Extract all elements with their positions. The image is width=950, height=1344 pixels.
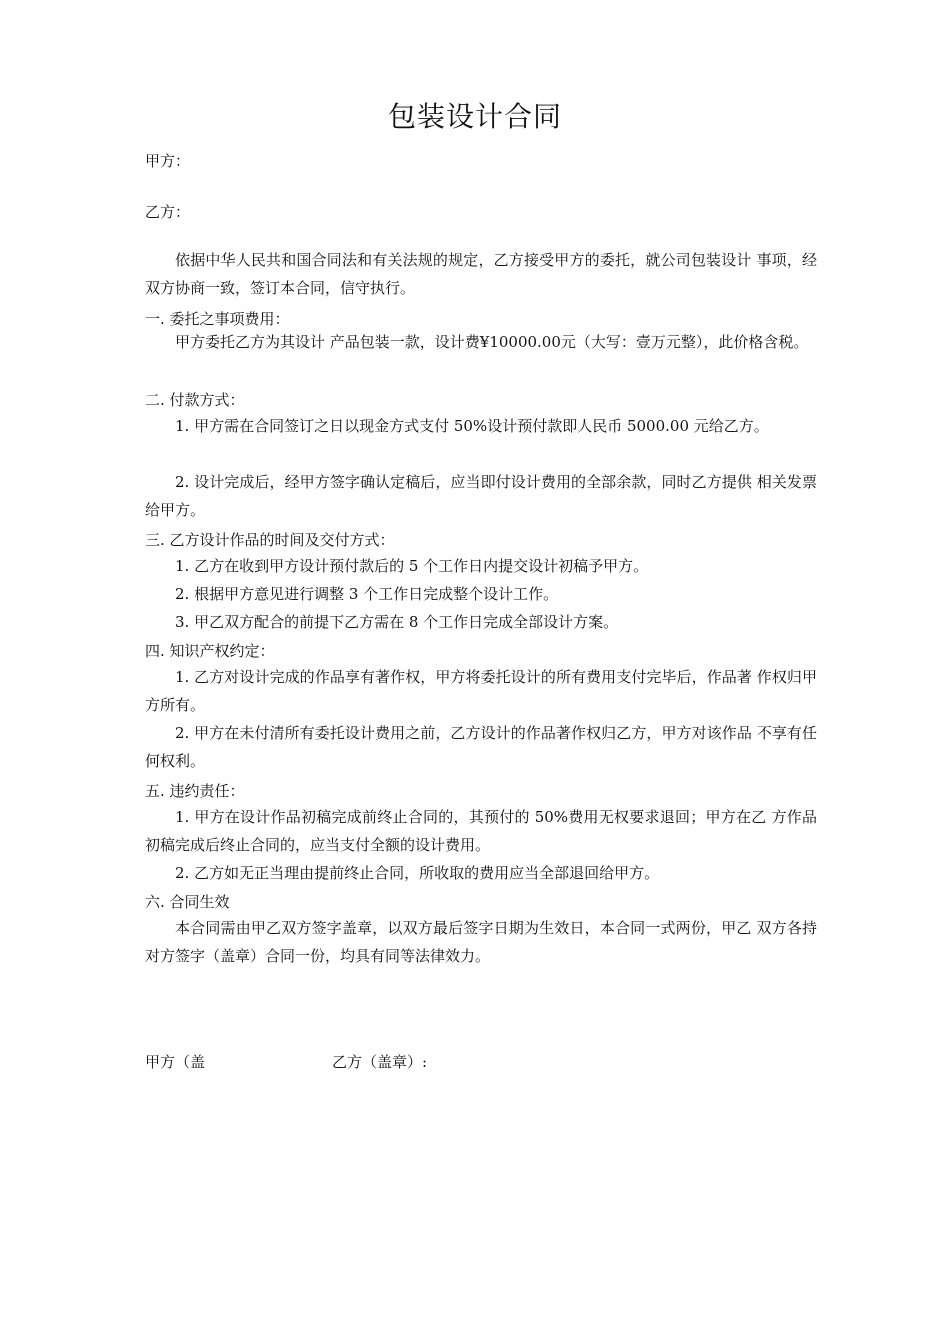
intro-paragraph: 依据中华人民共和国合同法和有关法规的规定，乙方接受甲方的委托，就公司包装设计 事项，经双方协商一致，签订本合同，信守执行。 [145,251,817,297]
section-5-heading: 五. 违约责任： [145,782,245,800]
section-3-heading: 三. 乙方设计作品的时间及交付方式： [145,531,395,549]
section-1-heading: 一. 委托之事项费用： [145,310,290,328]
section-2-paragraph-2: 2. 设计完成后，经甲方签字确认定稿后，应当即付设计费用的全部余款，同时乙方提供 相关发票给甲方。 [145,473,817,519]
page-title: 包装设计合同 [387,100,562,133]
section-4-heading: 四. 知识产权约定： [145,642,275,660]
section-5-paragraph-1: 1. 甲方在设计作品初稿完成前终止合同的，其预付的 50%费用无权要求退回；甲方在乙 方作品初稿完成后终止合同的，应当支付全额的设计费用。 [145,808,817,854]
section-3-paragraph-1: 1. 乙方在收到甲方设计预付款后的 5 个工作日内提交设计初稿予甲方。 [175,557,649,575]
section-6-paragraph-1: 本合同需由甲乙双方签字盖章，以双方最后签字日期为生效日，本合同一式两份，甲乙 双方各持对方签字（盖章）合同一份，均具有同等法律效力。 [145,919,817,965]
section-3-paragraph-2: 2. 根据甲方意见进行调整 3 个工作日完成整个设计工作。 [175,585,559,603]
party-b-signature-label: 乙方（盖章）: [332,1053,428,1071]
section-6-heading: 六. 合同生效 [145,893,230,911]
section-5-paragraph-2: 2. 乙方如无正当理由提前终止合同，所收取的费用应当全部退回给甲方。 [175,864,660,882]
party-a-label: 甲方： [145,152,191,170]
section-4-paragraph-2: 2. 甲方在未付清所有委托设计费用之前，乙方设计的作品著作权归乙方，甲方对该作品 不享有任何权利。 [145,724,817,770]
party-a-signature-label: 甲方（盖 [145,1053,206,1071]
section-4-paragraph-1: 1. 乙方对设计完成的作品享有著作权，甲方将委托设计的所有费用支付完毕后，作品著 作权归甲方所有。 [145,668,817,714]
section-2-heading: 二. 付款方式： [145,391,245,409]
section-1-paragraph-1: 甲方委托乙方为其设计 产品包装一款，设计费¥10000.00元（大写：壹万元整），此价格含税。 [175,333,809,351]
section-3-paragraph-3: 3. 甲乙双方配合的前提下乙方需在 8 个工作日完成全部设计方案。 [175,613,619,631]
section-2-paragraph-1: 1. 甲方需在合同签订之日以现金方式支付 50%设计预付款即人民币 5000.00 元给乙方。 [175,417,769,435]
party-b-label: 乙方： [145,203,191,221]
